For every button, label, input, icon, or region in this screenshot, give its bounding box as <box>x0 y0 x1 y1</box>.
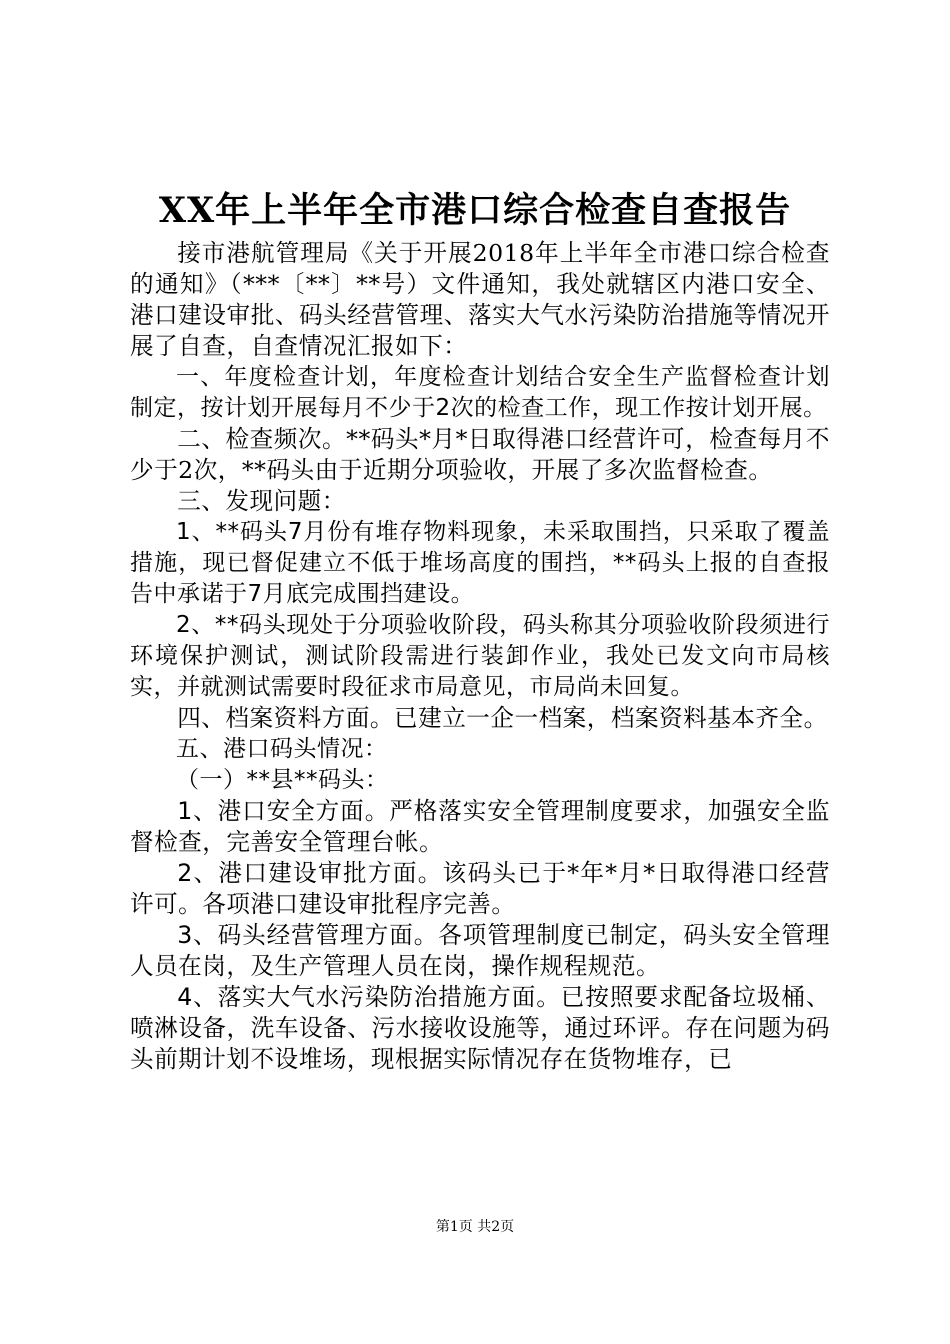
wharf-item-2 <box>130 858 830 920</box>
document-body <box>130 238 830 1075</box>
wharf-item-2-lead: 2、港口建设审批方面。 <box>177 859 443 887</box>
section-archives: 四、档案资料方面。已建立一企一档案，档案资料基本齐全。 <box>177 704 828 732</box>
wharf-item-3-lead: 3、码头经营管理方面。 <box>177 921 439 949</box>
page-footer: 第1页 共2页 <box>435 1219 515 1235</box>
wharf-item-1-lead: 1、港口安全方面。 <box>177 797 390 825</box>
wharf-item-2-text: 该码头已于*年*月*日取得港口经营许可。各项港口建设审批程序完善。 <box>130 859 831 918</box>
problem-item-1: 1、**码头7月份有堆存物料现象，未采取围挡，只采取了覆盖措施，现已督促建立不低于堆场高度的围挡，**码头上报的自查报告中承诺于7月底完成围挡建设。 <box>130 519 830 607</box>
intro-paragraph: 接市港航管理局《关于开展2018年上半年全市港口综合检查的通知》（***〔**〕**号）文件通知，我处就辖区内港口安全、港口建设审批、码头经营管理、落实大气水污染防治措施等情况开展了自查，自查情况汇报如下： <box>130 239 830 360</box>
wharf-item-4-lead: 4、落实大气水污染防治措施方面。 <box>177 983 561 1011</box>
subsection-wharf-heading: （一）**县**码头： <box>176 767 389 793</box>
problem-item-2: 2、**码头现处于分项验收阶段，码头称其分项验收阶段须进行环境保护测试，测试阶段需进行装卸作业，我处已发文向市局核实，并就测试需要时段征求市局意见，市局尚未回复。 <box>130 612 830 700</box>
wharf-item-1-text: 严格落实安全管理制度要求，加强安全监督检查，完善安全管理台帐。 <box>130 797 831 856</box>
wharf-item-3 <box>130 920 830 982</box>
wharf-item-4 <box>130 982 830 1075</box>
document-title: XX年上半年全市港口综合检查自查报告 <box>158 190 792 231</box>
section-problems-heading: 三、发现问题： <box>177 487 346 515</box>
wharf-item-4-text: 已按照要求配备垃圾桶、喷淋设备，洗车设备、污水接收设施等，通过环评。存在问题为码头前期计划不设堆场，现根据实际情况存在货物堆存，已 <box>130 983 831 1073</box>
section-port-heading: 五、港口码头情况： <box>176 736 388 762</box>
wharf-item-1 <box>130 796 830 858</box>
wharf-item-3-text: 各项管理制度已制定，码头安全管理人员在岗，及生产管理人员在岗，操作规程规范。 <box>130 921 830 980</box>
section-inspection-frequency: 二、检查频次。**码头*月*日取得港口经营许可，检查每月不少于2次，**码头由于近期分项验收，开展了多次监督检查。 <box>130 425 830 484</box>
section-annual-plan: 一、年度检查计划，年度检查计划结合安全生产监督检查计划制定，按计划开展每月不少于2次的检查工作，现工作按计划开展。 <box>130 364 830 421</box>
